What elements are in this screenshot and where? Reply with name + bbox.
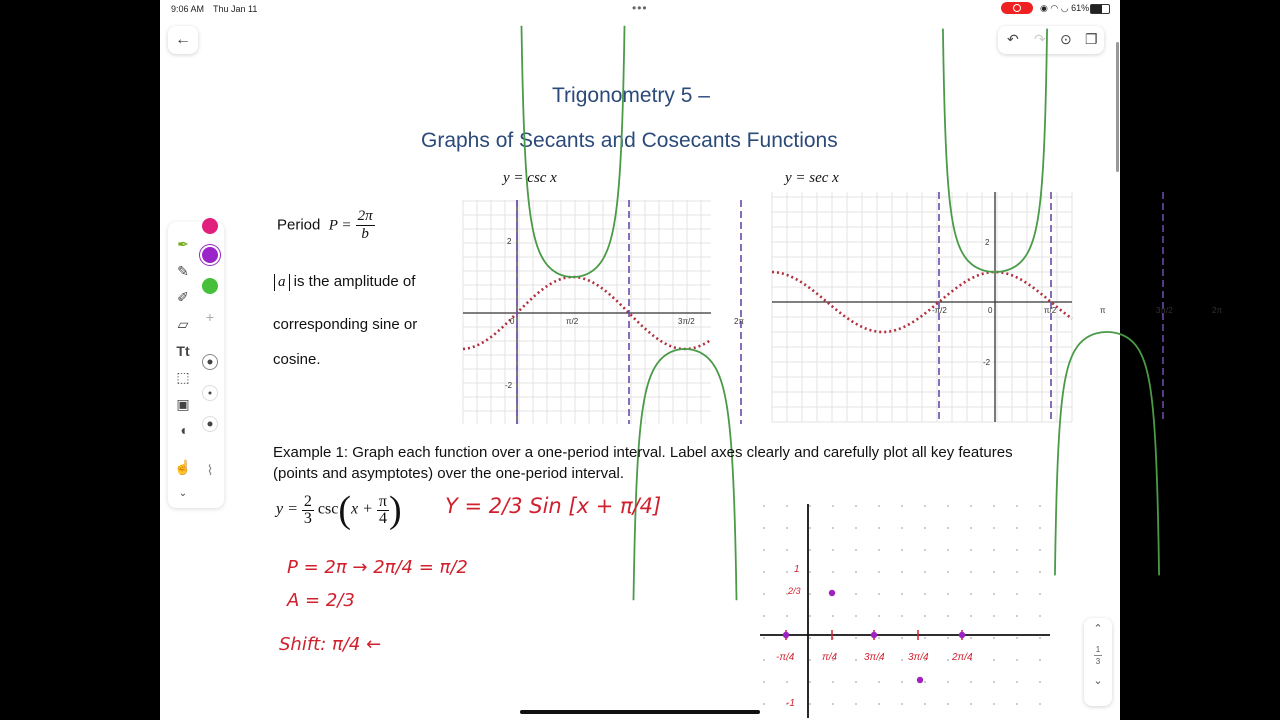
- grid-dot: [947, 637, 949, 639]
- chevron-down-icon[interactable]: ⌄: [178, 488, 188, 499]
- grid-dot: [1039, 659, 1041, 661]
- screen-record-icon[interactable]: [1001, 2, 1033, 14]
- note-line-3: corresponding sine or: [273, 316, 418, 333]
- grid-dot: [947, 659, 949, 661]
- formula-csc: csc: [317, 500, 339, 518]
- csc-graph-label: y = csc x: [503, 170, 557, 186]
- grid-dot: [763, 681, 765, 683]
- x-tick-label: 3π/2: [678, 317, 695, 326]
- sec-graph: [772, 192, 1222, 422]
- period-formula: [277, 208, 375, 243]
- page-navigator: [1084, 618, 1112, 706]
- grid-dot: [947, 703, 949, 705]
- grid-dot: [809, 549, 811, 551]
- grid-dot: [901, 527, 903, 529]
- amp-text: is the amplitude of: [293, 273, 416, 290]
- grid-dot: [878, 571, 880, 573]
- pen-size-small[interactable]: [202, 385, 218, 401]
- grid-dot: [786, 681, 788, 683]
- grid-dot: [809, 505, 811, 507]
- grid-dot: [1039, 527, 1041, 529]
- status-bar: [160, 0, 1120, 16]
- grid-dot: [763, 549, 765, 551]
- sketch-graph: [756, 498, 1056, 720]
- wifi-icon: ◉ ◠ ◡: [1040, 3, 1069, 13]
- grid-dot: [1016, 549, 1018, 551]
- home-indicator[interactable]: [520, 710, 760, 714]
- grid-dot: [970, 615, 972, 617]
- formula-pi-num: π: [378, 492, 387, 510]
- note-line-4: cosine.: [273, 351, 321, 368]
- period-var: P =: [328, 217, 352, 234]
- grid-dot: [924, 681, 926, 683]
- grid-dot: [993, 549, 995, 551]
- y-tick-label: -2: [983, 358, 991, 367]
- battery-percent: ◉ ◠ ◡ 61%: [1040, 3, 1090, 13]
- y-tick-label: 2: [507, 237, 512, 246]
- grid-dot: [993, 571, 995, 573]
- grid-dot: [786, 505, 788, 507]
- grid-dot: [901, 681, 903, 683]
- grid-dot: [878, 593, 880, 595]
- grid-dot: [878, 615, 880, 617]
- grid-dot: [924, 637, 926, 639]
- handwritten-shift: Shift: π/4 ←: [279, 634, 382, 655]
- grid-dot: [855, 593, 857, 595]
- period-denominator: b: [361, 226, 369, 242]
- sketch-y-label: 1: [794, 564, 800, 575]
- grid-dot: [878, 527, 880, 529]
- grid-dot: [1016, 505, 1018, 507]
- handwritten-amplitude: A = 2/3: [287, 590, 355, 611]
- x-tick-label: 2π: [734, 317, 744, 326]
- scrollbar[interactable]: [1116, 42, 1119, 172]
- grid-dot: [809, 703, 811, 705]
- grid-dot: [809, 637, 811, 639]
- grid-dot: [855, 505, 857, 507]
- grid-dot: [924, 703, 926, 705]
- arrow-left-icon: ←: [175, 31, 191, 48]
- grid-dot: [970, 593, 972, 595]
- grid-dot: [832, 571, 834, 573]
- add-color-icon[interactable]: +: [205, 309, 215, 325]
- grid-dot: [809, 681, 811, 683]
- grid-dot: [947, 615, 949, 617]
- x-tick-label: 3π/2: [1156, 306, 1173, 315]
- sketch-point: [871, 632, 877, 638]
- grid-dot: [901, 593, 903, 595]
- x-tick-label: 0: [510, 317, 515, 326]
- grid-dot: [924, 505, 926, 507]
- grid-dot: [1039, 571, 1041, 573]
- formula-num: 2: [303, 492, 312, 510]
- grid-dot: [878, 505, 880, 507]
- grid-dot: [970, 703, 972, 705]
- grid-dot: [1039, 549, 1041, 551]
- eraser-icon[interactable]: ▱: [177, 316, 189, 332]
- grid-dot: [947, 505, 949, 507]
- grid-dot: [970, 505, 972, 507]
- grid-dot: [1039, 615, 1041, 617]
- grid-dot: [947, 527, 949, 529]
- grid-dot: [901, 549, 903, 551]
- tools-sidebar: [168, 222, 224, 508]
- grid-dot: [970, 637, 972, 639]
- grid-dot: [993, 681, 995, 683]
- amplitude-note: [274, 273, 415, 291]
- grid-dot: [1016, 571, 1018, 573]
- x-tick-label: 2π: [1212, 306, 1222, 315]
- grid-dot: [878, 549, 880, 551]
- grid-dot: [763, 615, 765, 617]
- sketch-y-label: -1: [786, 698, 795, 709]
- grid-dot: [1016, 593, 1018, 595]
- grid-dot: [878, 681, 880, 683]
- color-green[interactable]: [202, 278, 218, 294]
- page-total: 3: [1095, 657, 1101, 666]
- top-toolbar: [998, 26, 1104, 54]
- grid-dot: [832, 505, 834, 507]
- grid-dot: [924, 593, 926, 595]
- grid-dot: [947, 571, 949, 573]
- touch-icon[interactable]: ☝: [174, 459, 192, 475]
- grid-dot: [1039, 681, 1041, 683]
- handwritten-period: P = 2π → 2π/4 = π/2: [287, 557, 468, 578]
- grid-dot: [763, 593, 765, 595]
- app-screen: [160, 0, 1222, 720]
- formula-den: 3: [303, 509, 312, 527]
- grid-dot: [809, 571, 811, 573]
- example-formula: y = $\frac{2}{3}$ csc(x + $\frac{\pi}{4}$ ): [276, 489, 402, 531]
- grid-dot: [901, 505, 903, 507]
- grid-dot: [832, 703, 834, 705]
- back-button[interactable]: [168, 26, 198, 54]
- chevron-up-icon[interactable]: ⌃: [1093, 623, 1103, 635]
- stroke-style-icon[interactable]: ⌇: [206, 462, 214, 478]
- chevron-down-icon[interactable]: ⌄: [1093, 675, 1103, 687]
- image-icon[interactable]: ▣: [176, 396, 190, 412]
- grid-dot: [786, 549, 788, 551]
- grid-dot: [763, 659, 765, 661]
- grid-dot: [1039, 593, 1041, 595]
- amp-var: a: [274, 274, 290, 291]
- grid-dot: [763, 637, 765, 639]
- grid-dot: [855, 659, 857, 661]
- pages-icon[interactable]: ❐: [1085, 31, 1098, 47]
- y-tick-label: 2: [985, 238, 990, 247]
- grid-dot: [924, 549, 926, 551]
- sketch-y-label: 2/3: [788, 586, 801, 596]
- grid-dot: [832, 681, 834, 683]
- grid-dot: [855, 681, 857, 683]
- grid-dot: [878, 637, 880, 639]
- pen-size-medium[interactable]: [202, 416, 218, 432]
- grid-dot: [947, 681, 949, 683]
- sketch-x-label: 3π/4: [864, 652, 885, 663]
- sketch-point: [783, 632, 789, 638]
- sketch-point: [829, 590, 835, 596]
- sketch-point: [959, 632, 965, 638]
- x-tick-label: 0: [988, 306, 993, 315]
- grid-dot: [1016, 681, 1018, 683]
- grid-dot: [855, 615, 857, 617]
- color-purple-selected[interactable]: [202, 247, 218, 263]
- pencil-icon[interactable]: ✎: [177, 263, 189, 279]
- period-numerator: 2π: [357, 208, 373, 224]
- grid-dot: [1039, 505, 1041, 507]
- grid-dot: [878, 703, 880, 705]
- x-tick-label: π/2: [1044, 306, 1057, 315]
- grid-dot: [1039, 703, 1041, 705]
- sketch-x-label: 3π/4: [908, 652, 929, 663]
- grid-dot: [809, 527, 811, 529]
- grid-dot: [786, 615, 788, 617]
- highlighter-icon[interactable]: ✐: [177, 289, 189, 305]
- redo-icon[interactable]: ↷: [1034, 31, 1046, 47]
- formula-pi-fraction: [377, 494, 389, 527]
- grid-dot: [993, 615, 995, 617]
- grid-dot: [832, 549, 834, 551]
- microphone-icon[interactable]: ◖: [178, 422, 188, 438]
- grid-dot: [970, 681, 972, 683]
- grid-dot: [924, 615, 926, 617]
- sketch-x-label: -π/4: [776, 652, 795, 663]
- page-title: Trigonometry 5 –: [552, 84, 710, 107]
- grid-dot: [993, 637, 995, 639]
- curve-branch: [1055, 332, 1159, 575]
- grid-dot: [993, 703, 995, 705]
- grid-dot: [924, 527, 926, 529]
- x-tick-label: π/2: [566, 317, 579, 326]
- grid-dot: [901, 703, 903, 705]
- grid-dot: [993, 505, 995, 507]
- grid-dot: [947, 549, 949, 551]
- grid-dot: [1016, 615, 1018, 617]
- grid-dot: [1016, 527, 1018, 529]
- battery-icon: [1090, 4, 1110, 14]
- color-magenta[interactable]: [202, 218, 218, 234]
- grid-dot: [993, 593, 995, 595]
- grid-dot: [809, 593, 811, 595]
- grid-dot: [832, 527, 834, 529]
- status-time: 9:06 AM: [171, 4, 205, 14]
- sketch-x-label: π/4: [822, 652, 838, 663]
- formula-pi-den: 4: [378, 509, 387, 527]
- grid-dot: [901, 571, 903, 573]
- formula-fraction: [302, 494, 314, 527]
- grid-dot: [809, 659, 811, 661]
- grid-dot: [970, 571, 972, 573]
- grid-dot: [1016, 659, 1018, 661]
- grid-dot: [993, 527, 995, 529]
- grid-dot: [855, 637, 857, 639]
- text-icon[interactable]: Tt: [176, 343, 190, 359]
- x-tick-label: -π/2: [932, 306, 947, 315]
- grid-dot: [901, 659, 903, 661]
- grid-dot: [924, 571, 926, 573]
- grid-dot: [901, 637, 903, 639]
- more-icon[interactable]: ⊙: [1060, 31, 1072, 47]
- grid-dot: [809, 615, 811, 617]
- pen-size-large[interactable]: [202, 354, 218, 370]
- grid-dot: [786, 571, 788, 573]
- csc-graph: [463, 200, 744, 424]
- fountain-pen-icon[interactable]: ✒: [177, 236, 189, 252]
- grid-dot: [855, 527, 857, 529]
- formula-x: x +: [351, 500, 373, 518]
- multitask-dots-icon[interactable]: •••: [632, 1, 648, 15]
- period-label: Period: [277, 216, 321, 234]
- grid-dot: [993, 659, 995, 661]
- grid-dot: [1016, 703, 1018, 705]
- grid-dot: [947, 593, 949, 595]
- sketch-x-label: 2π/4: [952, 652, 973, 663]
- grid-dot: [763, 527, 765, 529]
- period-fraction: [356, 208, 375, 243]
- handwritten-sin-form: Y = 2/3 Sin [x + π/4]: [445, 494, 662, 518]
- grid-dot: [832, 615, 834, 617]
- grid-dot: [1039, 637, 1041, 639]
- page-current: 1: [1095, 645, 1101, 654]
- y-tick-label: -2: [505, 381, 513, 390]
- grid-dot: [763, 571, 765, 573]
- grid-dot: [855, 571, 857, 573]
- grid-dot: [763, 505, 765, 507]
- formula-y: y =: [276, 500, 298, 518]
- grid-dot: [901, 615, 903, 617]
- grid-dot: [855, 703, 857, 705]
- page-subtitle: Graphs of Secants and Cosecants Functions: [421, 129, 838, 152]
- sketch-point: [917, 677, 923, 683]
- grid-dot: [970, 549, 972, 551]
- grid-dot: [855, 549, 857, 551]
- sec-graph-label: y = sec x: [785, 170, 839, 186]
- grid-dot: [970, 527, 972, 529]
- grid-dot: [1016, 637, 1018, 639]
- x-tick-label: π: [1100, 306, 1106, 315]
- lasso-icon[interactable]: ⬚: [176, 369, 190, 385]
- undo-icon[interactable]: ↶: [1007, 31, 1019, 47]
- grid-dot: [763, 703, 765, 705]
- grid-dot: [786, 527, 788, 529]
- status-date: Thu Jan 11: [213, 4, 258, 14]
- example-text: Example 1: Graph each function over a one-period interval. Label axes clearly and carefully plot all key features (points and asymptotes) over the one-period interval.: [273, 444, 1013, 482]
